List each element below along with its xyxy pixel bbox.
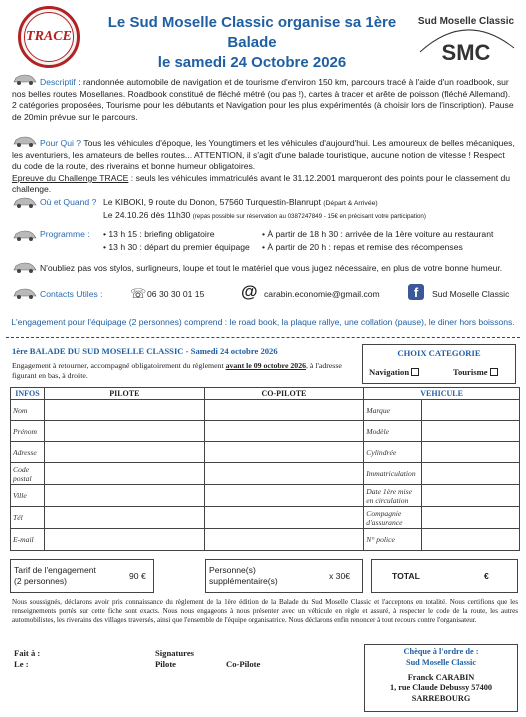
form-title: 1ère BALADE DU SUD MOSELLE CLASSIC - Samedi 24 octobre 2026 bbox=[12, 346, 278, 356]
ouquand-date-note: (repas possible sur réservation au 0387247849 - 15€ en précisant votre participation) bbox=[192, 213, 426, 220]
vehicle-date-field[interactable] bbox=[422, 485, 520, 507]
fee-amount: 90 € bbox=[129, 571, 146, 581]
programme-item-4: • À partir de 20 h : repas et remise des récompenses bbox=[262, 242, 463, 252]
signature-copilote-label: Co-Pilote bbox=[226, 659, 261, 669]
pourqui-section bbox=[12, 138, 516, 196]
facebook-icon: f bbox=[408, 284, 424, 300]
vehicle-label: Modèle bbox=[364, 421, 422, 442]
challenge-text: : seuls les véhicules immatriculés avant le 31.12.2001 marqueront des points pour le classement du challenge. bbox=[12, 172, 511, 195]
ouquand-location: Le KIBOKI, 9 route du Donon, 57560 Turquestin-Blanrupt bbox=[103, 197, 321, 207]
car-icon bbox=[12, 287, 38, 300]
contacts-label: Contacts Utiles : bbox=[40, 289, 103, 299]
copilote-email-field[interactable] bbox=[204, 529, 364, 551]
smc-logo-text: SMC bbox=[441, 40, 491, 65]
fait-a-label: Fait à : bbox=[14, 648, 41, 658]
programme-item-text: À partir de 18 h 30 : arrivée de la 1ère voiture au restaurant bbox=[267, 229, 494, 239]
extra-multiplier: x 30€ bbox=[329, 571, 351, 581]
cut-line bbox=[6, 337, 520, 338]
total-unit: € bbox=[484, 571, 489, 581]
form-instructions-text: Engagement à retourner, accompagné obligatoirement du règlement bbox=[12, 361, 226, 370]
engagement-text: L'engagement pour l'équipage (2 personnes) comprend : le road book, la plaque rallye, une collation (pause), le diner hors boissons. bbox=[11, 317, 515, 327]
pilote-ville-field[interactable] bbox=[44, 485, 204, 507]
pilote-code-postal-field[interactable] bbox=[44, 463, 204, 485]
category-tourisme-label: Tourisme bbox=[453, 367, 488, 377]
header-vehicule: VEHICULE bbox=[364, 388, 520, 400]
pilote-email-field[interactable] bbox=[44, 529, 204, 551]
vehicle-immatriculation-field[interactable] bbox=[422, 463, 520, 485]
ouquand-line-2 bbox=[103, 210, 521, 223]
smc-logo-arc-text: Sud Moselle Classic bbox=[417, 16, 515, 27]
materiel-text: N'oubliez pas vos stylos, surligneurs, loupe et tout le matériel que vous jugez nécessaire, en plus de votre bonne humeur. bbox=[40, 263, 503, 273]
ouquand-date: Le 24.10.26 dès 11h30 bbox=[103, 210, 191, 220]
total-box bbox=[371, 559, 518, 593]
cheque-city: SARREBOURG bbox=[411, 694, 471, 704]
programme-item-text: À partir de 20 h : repas et remise des récompenses bbox=[267, 242, 463, 252]
row-label: Code postal bbox=[11, 463, 45, 485]
category-box bbox=[362, 344, 516, 384]
extra-label: Personne(s) supplémentaire(s) bbox=[209, 565, 278, 586]
row-label: Nom bbox=[11, 400, 45, 421]
challenge-label: Epreuve du Challenge TRACE bbox=[12, 172, 129, 183]
form-instructions bbox=[12, 361, 342, 381]
ouquand-location-note: (Départ & Arrivée) bbox=[323, 200, 378, 207]
header-pilote: PILOTE bbox=[44, 388, 204, 400]
form-deadline: avant le 09 octobre 2026 bbox=[225, 361, 307, 370]
vehicle-marque-field[interactable] bbox=[422, 400, 520, 421]
total-label: TOTAL bbox=[392, 571, 420, 581]
contact-email[interactable]: carabin.economie@gmail.com bbox=[264, 289, 380, 299]
ouquand-label: Où et Quand ? bbox=[40, 197, 97, 207]
cheque-name: Franck CARABIN bbox=[407, 672, 475, 682]
programme-label: Programme : bbox=[40, 229, 90, 239]
date-label: Le : bbox=[14, 659, 29, 669]
row-label: Ville bbox=[11, 485, 45, 507]
cheque-title-2: Sud Moselle Classic bbox=[405, 657, 477, 667]
vehicle-label: Marque bbox=[364, 400, 422, 421]
header-infos: INFOS bbox=[11, 388, 45, 400]
smc-logo-graphic bbox=[410, 8, 522, 70]
declaration-text: Nous soussignés, déclarons avoir pris connaissance du règlement de la 1ère édition de la Balade du Sud Moselle Classic et l'acceptons en totalité. Nous certifions que les renseignements portés sur cette fiche sont exacts. Nous nous engageons à nous présenter avec un véhicule en règle et assuré, à respecter le code de la route, les autres automobilistes, les riverains des villages traversés, ainsi que l'ensemble de l'équipe organisatrice. Nous déclarons enfin renoncer à tout recours contre l'organisateur. bbox=[12, 598, 518, 625]
contact-phone: 06 30 30 01 15 bbox=[147, 289, 205, 299]
copilote-code-postal-field[interactable] bbox=[204, 463, 364, 485]
contact-facebook[interactable]: Sud Moselle Classic bbox=[432, 289, 510, 299]
category-navigation[interactable] bbox=[369, 367, 419, 377]
row-label: Prénom bbox=[11, 421, 45, 442]
programme-item-3: • À partir de 18 h 30 : arrivée de la 1ère voiture au restaurant bbox=[262, 229, 494, 239]
descriptif-text: : randonnée automobile de navigation et de tourisme d'environ 150 km, parcours tracé à l'aide d'un roadbook, sur nos belles routes Mosellanes. Roadbook constitué de fléché métré (ou pas !), cartes à tracer et arête de poisson (fléché Allemand). 2 catégories proposées, Tourisme pour les débutants et Navigation pour les plus expérimentés (à choisir lors de l'inscription). Pause de 20min prévue sur le parcours. bbox=[12, 77, 514, 122]
phone-icon: ☏ bbox=[130, 286, 147, 301]
programme-item-text: 13 h 15 : briefing obligatoire bbox=[108, 229, 215, 239]
extra-person-box bbox=[205, 559, 363, 593]
pourqui-label: Pour Qui ? bbox=[40, 138, 82, 148]
smc-logo bbox=[410, 8, 522, 70]
pourqui-text: Tous les véhicules d'époque, les Youngtimers et les véhicules d'aujourd'hui. Les amoureux de belles mécaniques, les aventuriers, les amateurs de belles routes... ATTENTION, il s'agit d'une balade touristique, aucune notion de vitesse ! Respect du code de la route, des riverains et bonne humeur obligatoires. bbox=[12, 138, 515, 172]
programme-item-1: • 13 h 15 : briefing obligatoire bbox=[103, 229, 215, 239]
cheque-street: 1, rue Claude Debussy 57400 bbox=[389, 683, 493, 693]
fee-label: Tarif de l'engagement (2 personnes) bbox=[14, 565, 96, 586]
tourisme-checkbox[interactable] bbox=[490, 368, 498, 376]
row-label: Tél bbox=[11, 507, 45, 529]
pilote-adresse-field[interactable] bbox=[44, 442, 204, 463]
signature-pilote-label: Pilote bbox=[155, 659, 176, 669]
row-label: E-mail bbox=[11, 529, 45, 551]
category-title: CHOIX CATEGORIE bbox=[397, 348, 481, 358]
registration-table bbox=[10, 387, 520, 551]
fee-box bbox=[10, 559, 154, 593]
copilote-ville-field[interactable] bbox=[204, 485, 364, 507]
category-tourisme[interactable] bbox=[453, 367, 498, 377]
descriptif-section bbox=[12, 77, 516, 123]
pilote-nom-field[interactable] bbox=[44, 400, 204, 421]
car-icon bbox=[12, 261, 38, 274]
trace-logo bbox=[18, 6, 80, 68]
copilote-nom-field[interactable] bbox=[204, 400, 364, 421]
header-copilote: CO-PILOTE bbox=[204, 388, 364, 400]
trace-logo-text: TRACE bbox=[26, 29, 72, 44]
copilote-prenom-field[interactable] bbox=[204, 421, 364, 442]
car-icon bbox=[12, 196, 38, 209]
programme-item-2: • 13 h 30 : départ du premier équipage bbox=[103, 242, 250, 252]
category-navigation-label: Navigation bbox=[369, 367, 410, 377]
title-line-2: le samedi 24 Octobre 2026 bbox=[157, 54, 347, 71]
vehicle-label: Immatriculation bbox=[364, 463, 422, 485]
copilote-adresse-field[interactable] bbox=[204, 442, 364, 463]
pilote-prenom-field[interactable] bbox=[44, 421, 204, 442]
vehicle-label: Cylindrée bbox=[364, 442, 422, 463]
vehicle-cylindree-field[interactable] bbox=[422, 442, 520, 463]
title-line-1: Le Sud Moselle Classic organise sa 1ère Balade bbox=[107, 14, 397, 51]
row-label: Adresse bbox=[11, 442, 45, 463]
challenge-line bbox=[12, 173, 516, 196]
vehicle-assurance-field[interactable] bbox=[422, 507, 520, 529]
descriptif-label: Descriptif bbox=[40, 77, 76, 87]
cheque-box bbox=[364, 644, 518, 712]
vehicle-label: Compagnie d'assurance bbox=[364, 507, 422, 529]
navigation-checkbox[interactable] bbox=[411, 368, 419, 376]
vehicle-police-field[interactable] bbox=[422, 529, 520, 551]
page-title bbox=[92, 13, 412, 73]
vehicle-label: N° police bbox=[364, 529, 422, 551]
vehicle-label: Date 1ère mise en circulation bbox=[364, 485, 422, 507]
signatures-label: Signatures bbox=[155, 648, 194, 658]
ouquand-line-1 bbox=[103, 197, 518, 210]
pilote-tel-field[interactable] bbox=[44, 507, 204, 529]
vehicle-modele-field[interactable] bbox=[422, 421, 520, 442]
programme-item-text: 13 h 30 : départ du premier équipage bbox=[108, 242, 250, 252]
at-sign-icon: @ bbox=[241, 282, 258, 301]
car-icon bbox=[12, 229, 38, 242]
form-instructions-end: , à l'adresse figurant en bas, à droite. bbox=[12, 361, 342, 380]
copilote-tel-field[interactable] bbox=[204, 507, 364, 529]
cheque-title-1: Chèque à l'ordre de : bbox=[403, 647, 479, 656]
